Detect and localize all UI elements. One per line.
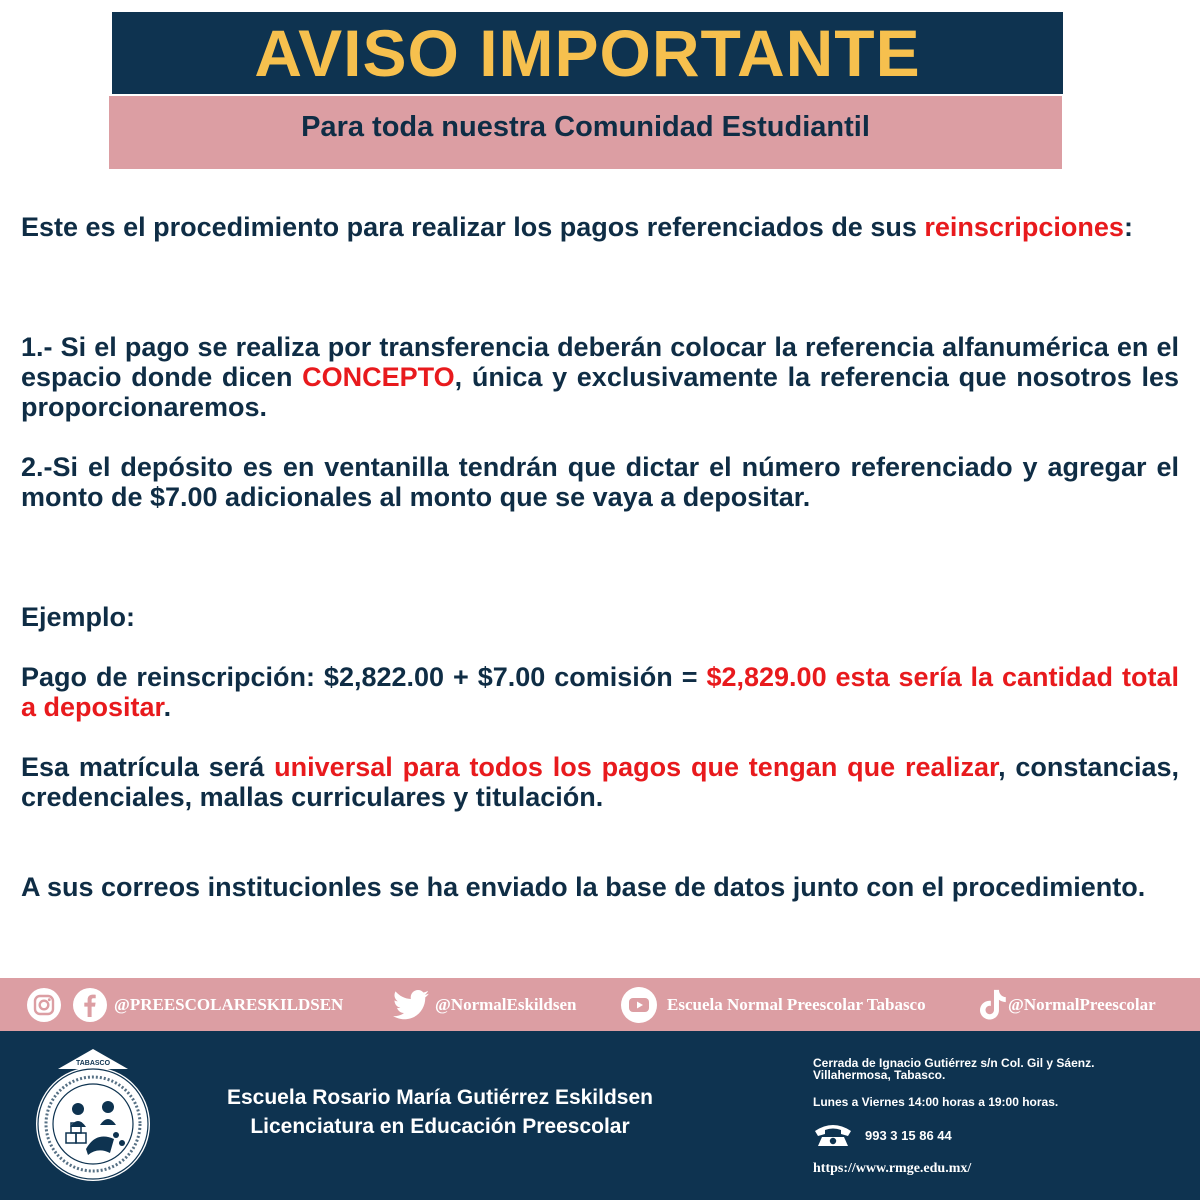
twitter-link[interactable] (393, 978, 576, 1031)
tiktok-handle: @NormalPreescolar (1008, 994, 1156, 1014)
total-highlight: $2,829.00 esta sería la cantidad total a depositar (21, 662, 1179, 722)
office-hours: Lunes a Viernes 14:00 horas a 19:00 horas. (813, 1095, 1059, 1109)
step-2-paragraph: 2.-Si el depósito es en ventanilla tendrán que dictar el número referenciado y agregar el monto de $7.00 adicionales al monto que se vaya a depositar. (21, 452, 1179, 512)
address-line-2: Villahermosa, Tabasco. (813, 1068, 946, 1082)
facebook-link[interactable] (72, 978, 343, 1031)
phone-icon (813, 1123, 853, 1147)
email-paragraph: A sus correos institucionles se ha enviado la base de datos junto con el procedimiento. (21, 872, 1146, 902)
instagram-link[interactable] (26, 978, 62, 1031)
twitter-icon (393, 990, 429, 1020)
social-bar (0, 978, 1200, 1031)
example-label: Ejemplo: (21, 602, 136, 632)
school-logo (30, 1049, 156, 1183)
website-link[interactable]: https://www.rmge.edu.mx/ (813, 1161, 972, 1176)
twitter-handle: @NormalEskildsen (435, 994, 577, 1014)
universal-paragraph: Esa matrícula será universal para todos los pagos que tengan que realizar, constancias, credenciales, mallas curriculares y titulación. (21, 752, 1179, 812)
youtube-link[interactable] (620, 978, 926, 1031)
school-info (170, 1083, 710, 1141)
program-name: Licenciatura en Educación Preescolar (250, 1115, 630, 1138)
notice-subtitle: Para toda nuestra Comunidad Estudiantil (109, 96, 1062, 169)
instagram-icon (26, 987, 62, 1023)
youtube-icon (620, 986, 658, 1024)
facebook-handle: @PREESCOLARESKILDSEN (114, 994, 344, 1014)
tiktok-link[interactable] (980, 978, 1156, 1031)
youtube-channel: Escuela Normal Preescolar Tabasco (667, 994, 926, 1014)
notice-body (21, 212, 1179, 902)
address (813, 1057, 1193, 1081)
intro-highlight: reinscripciones (924, 212, 1124, 242)
address-line-1: Cerrada de Ignacio Gutiérrez s/n Col. Gil y Sáenz. (813, 1056, 1095, 1070)
intro-paragraph: Este es el procedimiento para realizar los pagos referenciados de sus reinscripciones: (21, 212, 1133, 242)
notice-title: AVISO IMPORTANTE (112, 12, 1063, 94)
universal-highlight: universal para todos los pagos que tengan que realizar (274, 752, 999, 782)
phone-contact[interactable] (813, 1123, 952, 1147)
concepto-highlight: CONCEPTO (302, 362, 455, 392)
step-1-paragraph: 1.- Si el pago se realiza por transferencia deberán colocar la referencia alfanumérica en el espacio donde dicen CONCEPTO, única y exclusivamente la referencia que nosotros les proporcionaremos. (21, 332, 1179, 422)
tiktok-icon (980, 989, 1006, 1021)
example-paragraph: Pago de reinscripción: $2,822.00 + $7.00 comisión = $2,829.00 esta sería la cantidad total a depositar. (21, 662, 1179, 722)
phone-number: 993 3 15 86 44 (865, 1127, 952, 1143)
footer (0, 1031, 1200, 1200)
logo-text: TABASCO (75, 1060, 111, 1067)
school-name: Escuela Rosario María Gutiérrez Eskildsen (226, 1086, 653, 1109)
facebook-icon (72, 987, 108, 1023)
